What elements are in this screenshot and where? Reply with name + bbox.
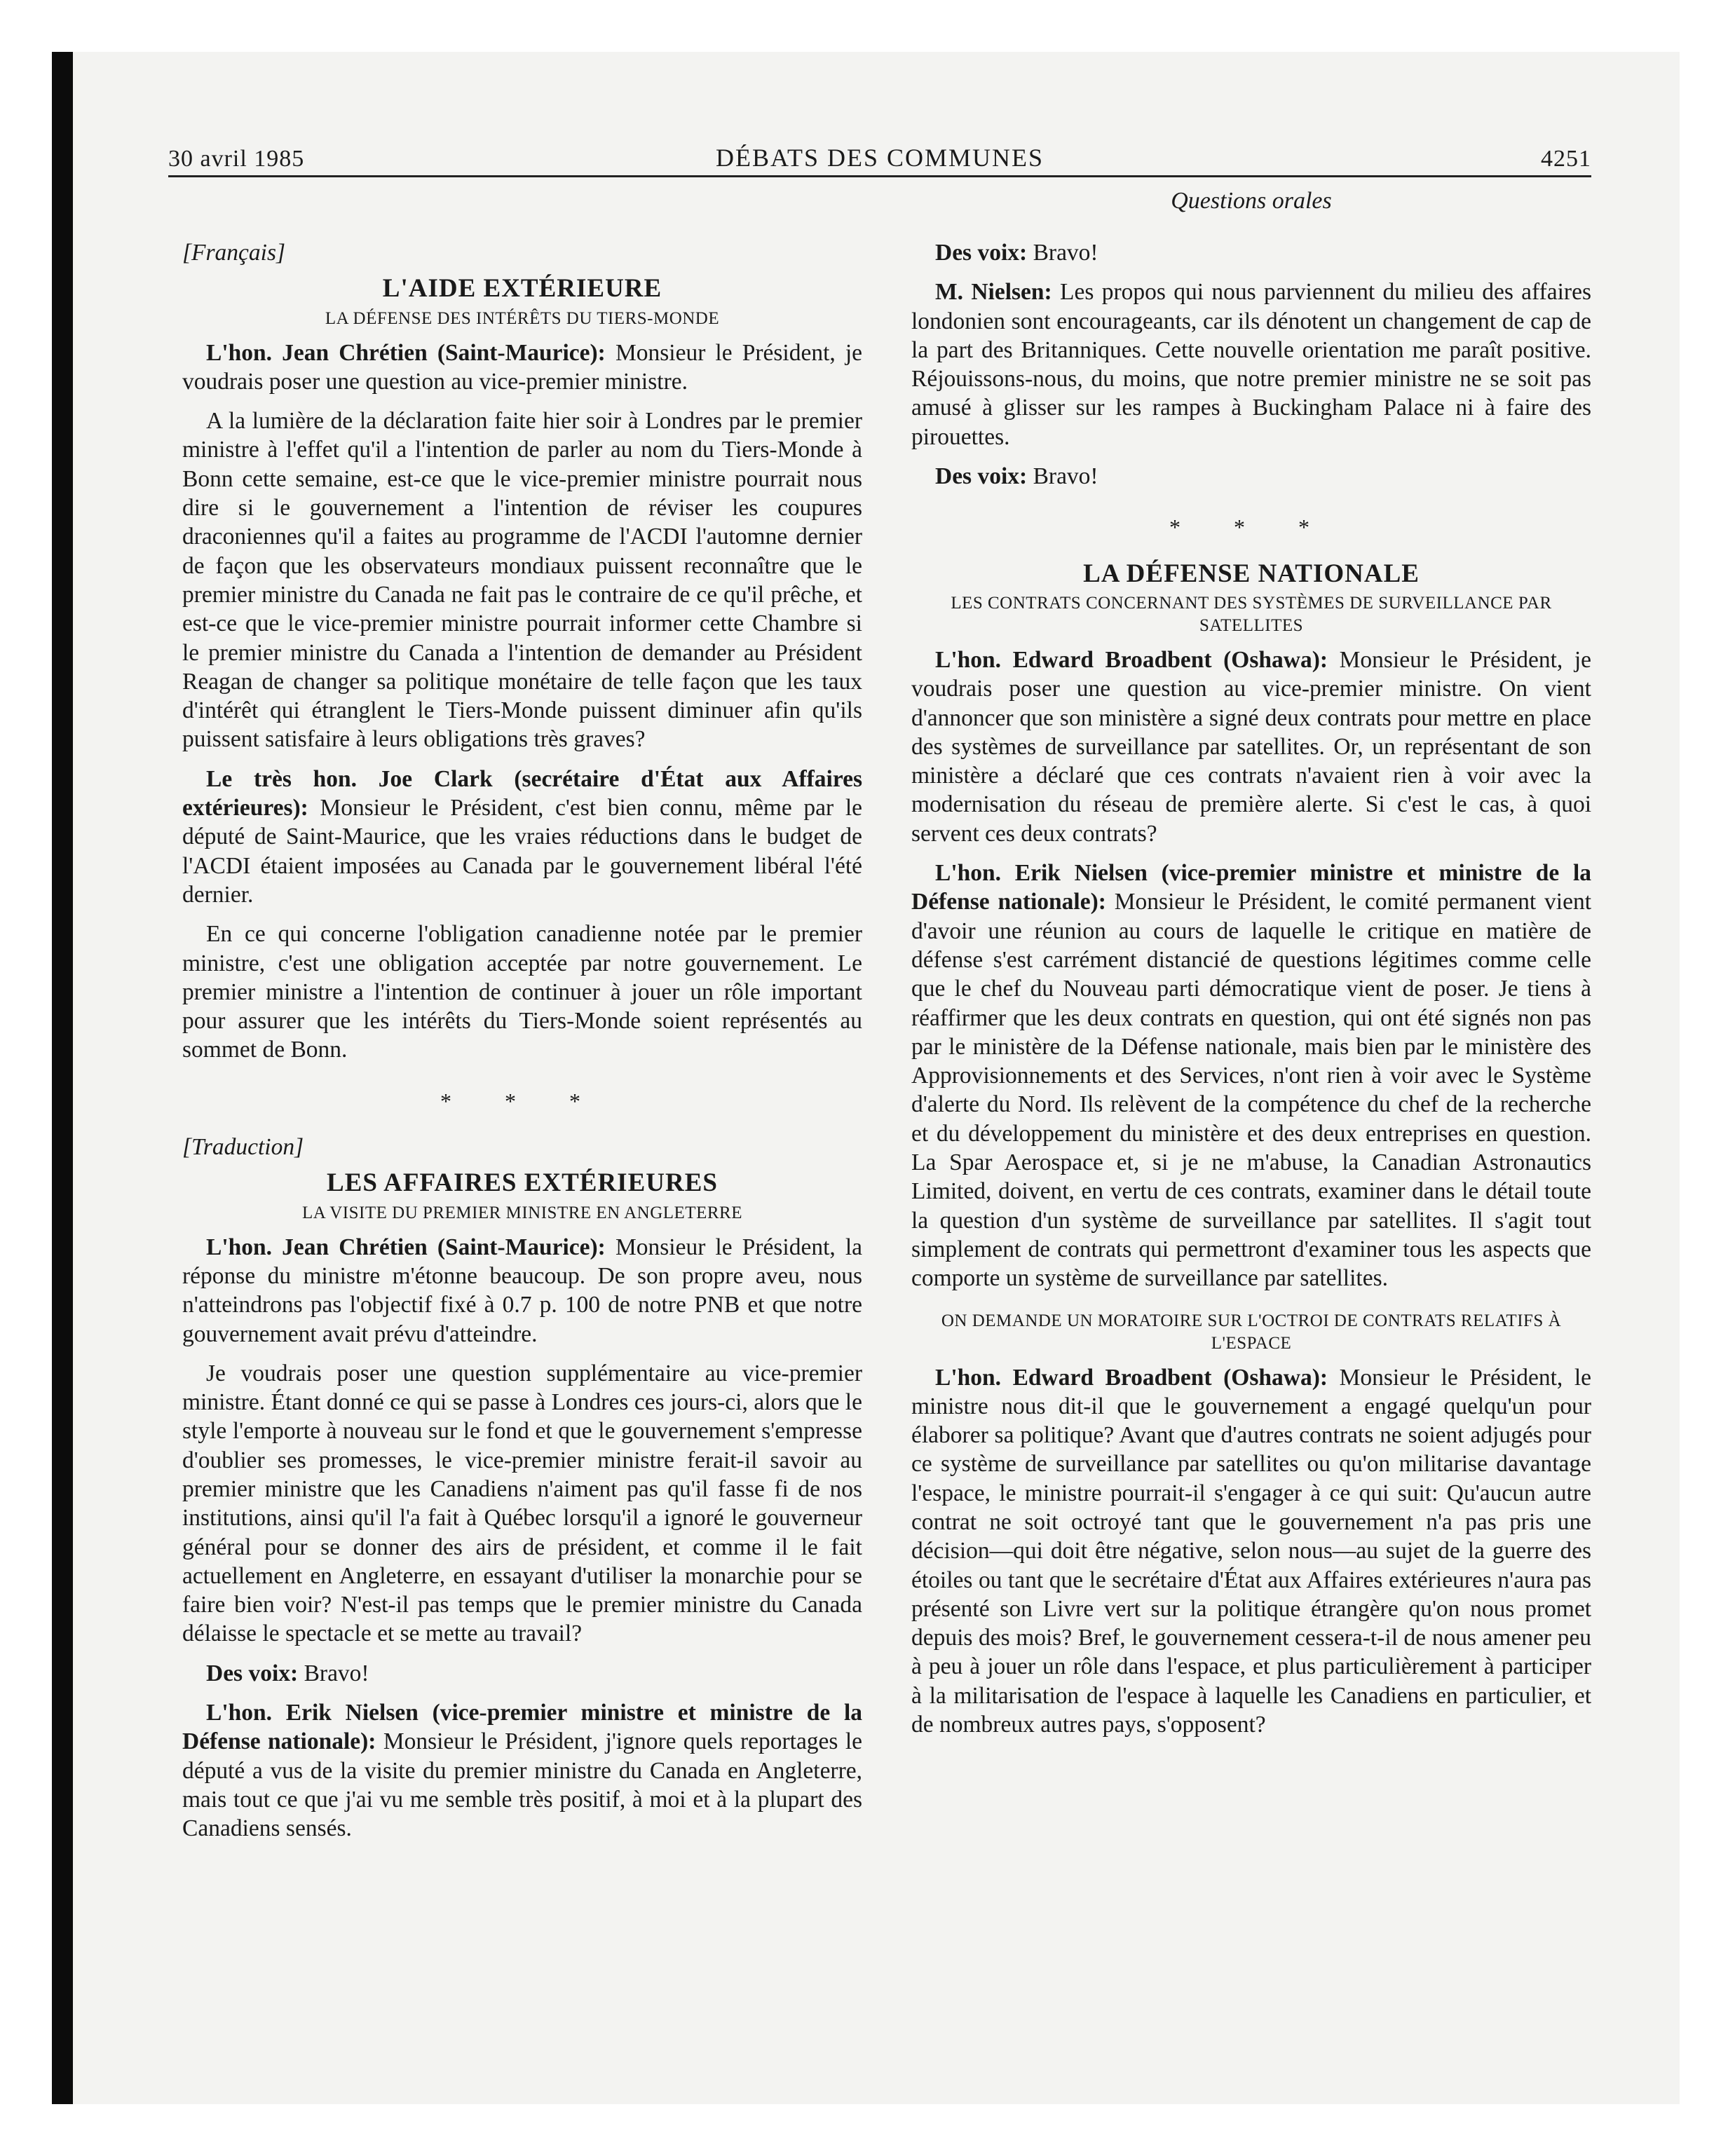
speaker: Le très hon. Joe Clark (secrétaire d'État aux Affaires extérieures): — [182, 765, 862, 821]
speech-paragraph — [182, 765, 862, 909]
speaker: L'hon. Edward Broadbent (Oshawa): — [935, 646, 1328, 673]
subsection-heading: LA VISITE DU PREMIER MINISTRE EN ANGLETERRE — [302, 1203, 742, 1222]
speech-text: Monsieur le Président, le comité permanent vient d'avoir une réunion au cours de laquelle le critique en matière de défense s'est carrément distancié de questions légitimes comme celle que le chef du Nouveau parti démocratique vient de poser. Je tiens à réaffirmer que les deux contrats en question, qui ont été signés non pas par le ministère de la Défense nationale, mais bien par le ministère des Approvisionnements et des Services, n'ont rien à voir avec le Système d'alerte du Nord. Ils relèvent de la compétence du chef de la recherche et du développement du ministère et des deux entreprises en question. La Spar Aerospace et, si je ne m'abuse, la Canadian Astronautics Limited, doivent, en vertu de ces contrats, examiner dans le détail toute la question d'un système de surveillance par satellites. Il s'agit tout simplement de contrats qui permettront d'examiner tous les aspects que comporte un système de surveillance par satellites. — [911, 889, 1592, 1292]
speech-text: Bravo! — [304, 1660, 369, 1686]
speech-paragraph — [911, 1363, 1591, 1740]
language-marker: [Traduction] — [182, 1134, 304, 1161]
right-column — [911, 238, 1591, 1749]
subsection-heading: ON DEMANDE UN MORATOIRE SUR L'OCTROI DE CONTRATS RELATIFS À L'ESPACE — [941, 1311, 1562, 1353]
speech-paragraph — [911, 278, 1591, 451]
header-title: DÉBATS DES COMMUNES — [715, 144, 1045, 172]
speech-text: Monsieur le Président, le ministre nous dit-il que le gouvernement a engagé quelqu'un pour élaborer sa politique? Avant que d'autres contrats ne soient adjugés pour ce système de surveillance par satellites ou qu'on militarise davantage l'espace, le ministre pourrait-il s'engager à ce qui suit: Qu'aucun autre contrat ne soit octroyé tant que le gouvernement n'a pas pris une décision—qui doit être négative, selon nous—au sujet de la guerre des étoiles ou tant que le secrétaire d'État aux Affaires extérieures n'aura pas présenté son Livre vert sur la politique étrangère qu'on nous promet depuis des mois? Bref, le gouvernement cessera-t-il de nous amener peu à peu à jouer un rôle dans l'espace, et plus particulièrement à participer à la militarisation de l'espace à laquelle les Canadiens en particulier, et de nombreux autres pays, s'opposent? — [911, 1364, 1592, 1738]
header-date: 30 avril 1985 — [168, 146, 305, 172]
speaker: L'hon. Edward Broadbent (Oshawa): — [935, 1364, 1328, 1391]
speaker: Des voix: — [206, 1660, 299, 1686]
page-number: 4251 — [1541, 146, 1591, 172]
subsection-heading: LES CONTRATS CONCERNANT DES SYSTÈMES DE SURVEILLANCE PAR SATELLITES — [951, 593, 1552, 635]
subsection-heading: LA DÉFENSE DES INTÉRÊTS DU TIERS-MONDE — [325, 308, 720, 328]
speech-text: Monsieur le Président, je voudrais poser une question au vice-premier ministre. On vient d'annoncer que son ministère a signé deux contrats pour mettre en place des systèmes de surveillance par satellites. Or, un représentant de son ministère a déclaré que ces contrats n'avaient rien à voir avec la modernisation du réseau de première alerte. Si c'est le cas, à quoi servent ces deux contrats? — [911, 646, 1592, 847]
speech-text: Monsieur le Président, c'est bien connu, même par le député de Saint-Maurice, que les vraies réductions dans le budget de l'ACDI étaient imposées au Canada par le gouvernement libéral l'été dernier. — [182, 795, 862, 908]
speech-paragraph — [911, 462, 1591, 491]
speech-paragraph — [182, 339, 862, 397]
speaker: M. Nielsen: — [935, 279, 1052, 306]
speech-text: Monsieur le Président, la réponse du ministre m'étonne beaucoup. De son propre aveu, nous n'atteindrons pas l'objectif fixé à 0.7 p. 100 de notre PNB et que notre gouvernement avait prévu d'atteindre. — [182, 1234, 863, 1347]
speech-text: Bravo! — [1033, 463, 1098, 490]
section-heading: LES AFFAIRES EXTÉRIEURES — [327, 1168, 718, 1198]
speech-paragraph — [911, 859, 1591, 1292]
speech-text: Les propos qui nous parviennent du milieu des affaires londonien sont encourageants, car ils dénotent un changement de cap de la part des Britanniques. Cette nouvelle orientation me paraît positive. Réjouissons-nous, du moins, que notre premier ministre ne se soit pas amusé à glisser sur les rampes à Buckingham Palace ni à faire des pirouettes. — [911, 279, 1591, 450]
speech-paragraph: A la lumière de la déclaration faite hier soir à Londres par le premier ministre à l'effet qu'il a l'intention de parler au nom du Tiers-Monde à Bonn cette semaine, est-ce que le vice-premier ministre pourrait nous dire si le gouvernement a l'intention de réviser les coupures draconiennes qu'il a faites au programme de l'ACDI l'automne dernier de façon que les observateurs mondiaux puissent reconnaître que le premier ministre du Canada ne fait pas le contraire de ce qu'il prêche, et est-ce que le vice-premier ministre pourrait informer cette Chambre si le premier ministre du Canada a l'intention de demander au Président Reagan de changer sa politique monétaire de telle façon que les taux d'intérêt qui étranglent le Tiers-Monde puissent diminuer afin qu'ils puissent satisfaire à leurs obligations très graves? — [182, 408, 862, 753]
header-rule — [168, 175, 1591, 177]
speech-paragraph: En ce qui concerne l'obligation canadienne notée par le premier ministre, c'est une obligation acceptée par notre gouvernement. Le premier ministre a l'intention de continuer à jouer un rôle important pour assurer que les intérêts du Tiers-Monde soient représentés au sommet de Bonn. — [182, 921, 862, 1063]
speech-text: Bravo! — [1033, 240, 1098, 266]
speaker: L'hon. Erik Nielsen (vice-premier ministre et ministre de la Défense nationale): — [911, 860, 1591, 915]
speech-paragraph — [911, 646, 1591, 848]
speaker: L'hon. Jean Chrétien (Saint-Maurice): — [206, 339, 606, 366]
speaker: L'hon. Jean Chrétien (Saint-Maurice): — [206, 1234, 606, 1260]
section-separator: * * * — [440, 1088, 604, 1114]
speaker: L'hon. Erik Nielsen (vice-premier ministre et ministre de la Défense nationale): — [182, 1700, 862, 1755]
speech-paragraph — [911, 238, 1591, 267]
speech-paragraph — [182, 1659, 862, 1688]
speech-text: Monsieur le Président, j'ignore quels reportages le député a vus de la visite du premier ministre du Canada en Angleterre, mais tout ce que j'ai vu me semble très positif, à moi et à la plupart des Canadiens sensés. — [182, 1728, 863, 1842]
left-column — [182, 238, 862, 1854]
speech-paragraph: Je voudrais poser une question supplémentaire au vice-premier ministre. Étant donné ce qui se passe à Londres ces jours-ci, alors que le style l'emporte à nouveau sur le fond et que le gouvernement s'empresse d'oublier ses promesses, le vice-premier ministre ferait-il savoir au premier ministre que les Canadiens n'aiment pas qu'il fasse fi de nos institutions, ainsi qu'il l'a fait à Québec lorsqu'il a ignoré le gouverneur général pour se donner des airs de président, et comme il le fait actuellement en Angleterre, en essayant d'utiliser la monarchie pour se faire bien voir? N'est-il pas temps que le premier ministre du Canada délaisse le spectacle et se mette au travail? — [182, 1360, 862, 1647]
speech-paragraph — [182, 1233, 862, 1349]
speaker: Des voix: — [935, 463, 1028, 490]
section-heading: LA DÉFENSE NATIONALE — [1083, 559, 1420, 588]
page-header — [168, 139, 1591, 172]
speaker: Des voix: — [935, 240, 1028, 266]
speech-text: Monsieur le Président, je voudrais poser une question au vice-premier ministre. — [182, 339, 863, 395]
section-heading: L'AIDE EXTÉRIEURE — [382, 274, 662, 303]
binding-edge — [52, 52, 73, 2104]
section-separator: * * * — [1169, 514, 1333, 540]
language-marker: [Français] — [182, 240, 286, 266]
running-head: Questions orales — [1171, 188, 1332, 214]
speech-paragraph — [182, 1698, 862, 1843]
